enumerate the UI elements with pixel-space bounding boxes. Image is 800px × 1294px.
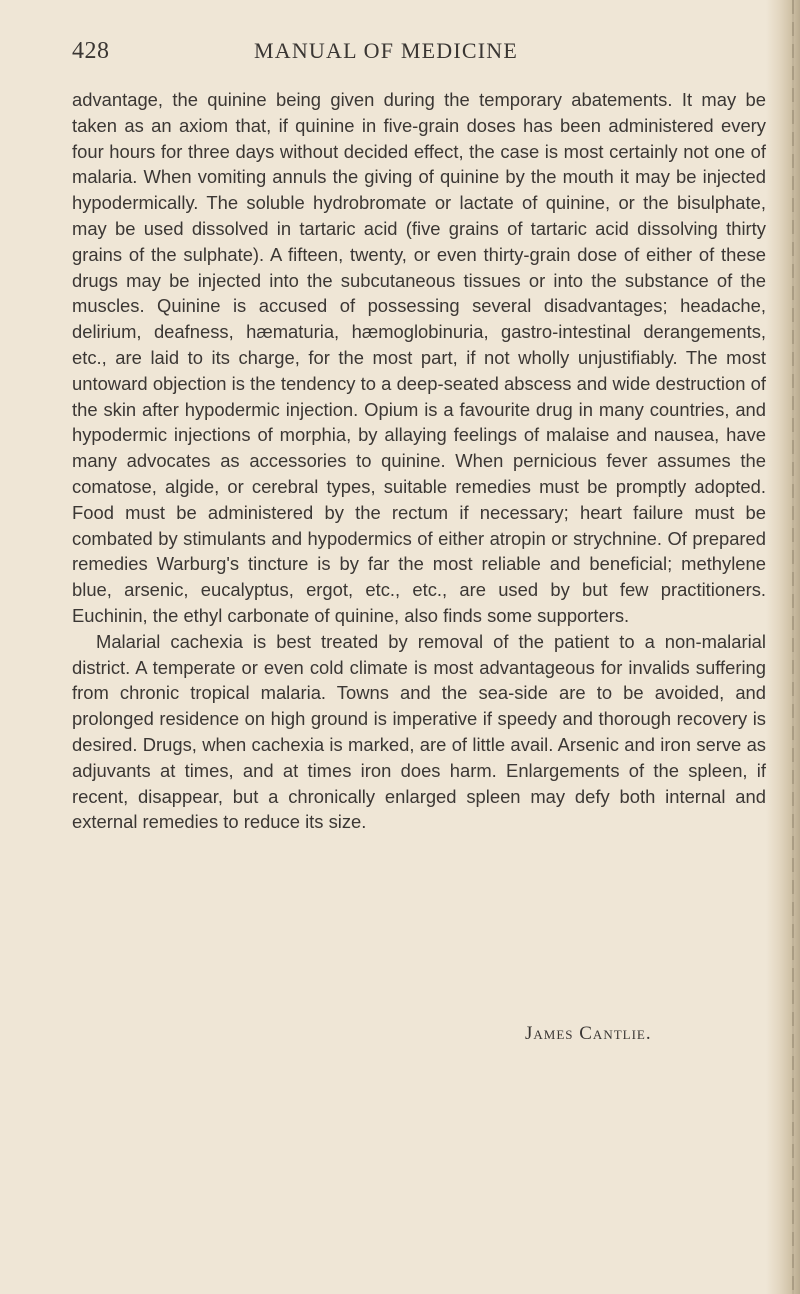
running-title: MANUAL OF MEDICINE	[254, 38, 518, 63]
running-head	[72, 38, 752, 68]
page-number: 428	[72, 38, 110, 64]
body-text	[72, 87, 766, 835]
paragraph-treatment-quinine: advantage, the quinine being given during the temporary abatements. It may be taken as an axiom that, if quinine in five-grain doses has been administered every four hours for three days without decided effect, the case is most certainly not one of malaria. When vomiting annuls the giving of quinine by the mouth it may be injected hypodermically. The soluble hydrobromate or lactate of quinine, or the bisulphate, may be used dissolved in tartaric acid (five grains of tartaric acid dissolving thirty grains of the sulphate). A fifteen, twenty, or even thirty-grain dose of either of these drugs may be injected into the subcutaneous tissues or into the substance of the muscles. Quinine is accused of possessing several disadvantages; headache, delirium, deafness, hæmaturia, hæmoglobinuria, gastro-intestinal derangements, etc., are laid to its charge, for the most part, if not wholly unjustifiably. The most untoward objection is the tendency to a deep-seated abscess and wide destruction of the skin after hypodermic injection. Opium is a favourite drug in many countries, and hypodermic injections of morphia, by allaying feelings of malaise and nausea, have many advocates as accessories to quinine. When pernicious fever assumes the comatose, algide, or cerebral types, suitable remedies must be promptly adopted. Food must be administered by the rectum if necessary; heart failure must be combated by stimulants and hypodermics of either atropin or strychnine. Of prepared remedies Warburg's tincture is by far the most reliable and beneficial; methylene blue, arsenic, eucalyptus, ergot, etc., etc., are used by but few practitioners. Euchinin, the ethyl carbonate of quinine, also finds some supporters.	[72, 89, 766, 626]
page-edge-shadow	[766, 0, 800, 1294]
paragraph-malarial-cachexia: Malarial cachexia is best treated by removal of the patient to a non-malarial district. A temperate or even cold climate is most advantageous for invalids suffering from chronic tropical malaria. Towns and the sea-side are to be avoided, and prolonged residence on high ground is imperative if speedy and thorough recovery is desired. Drugs, when cachexia is marked, are of little avail. Arsenic and iron serve as adjuvants at times, and at times iron does harm. Enlargements of the spleen, if recent, disappear, but a chronically enlarged spleen may defy both internal and external remedies to reduce its size.	[72, 630, 766, 833]
author-signature: James Cantlie.	[525, 1023, 652, 1044]
